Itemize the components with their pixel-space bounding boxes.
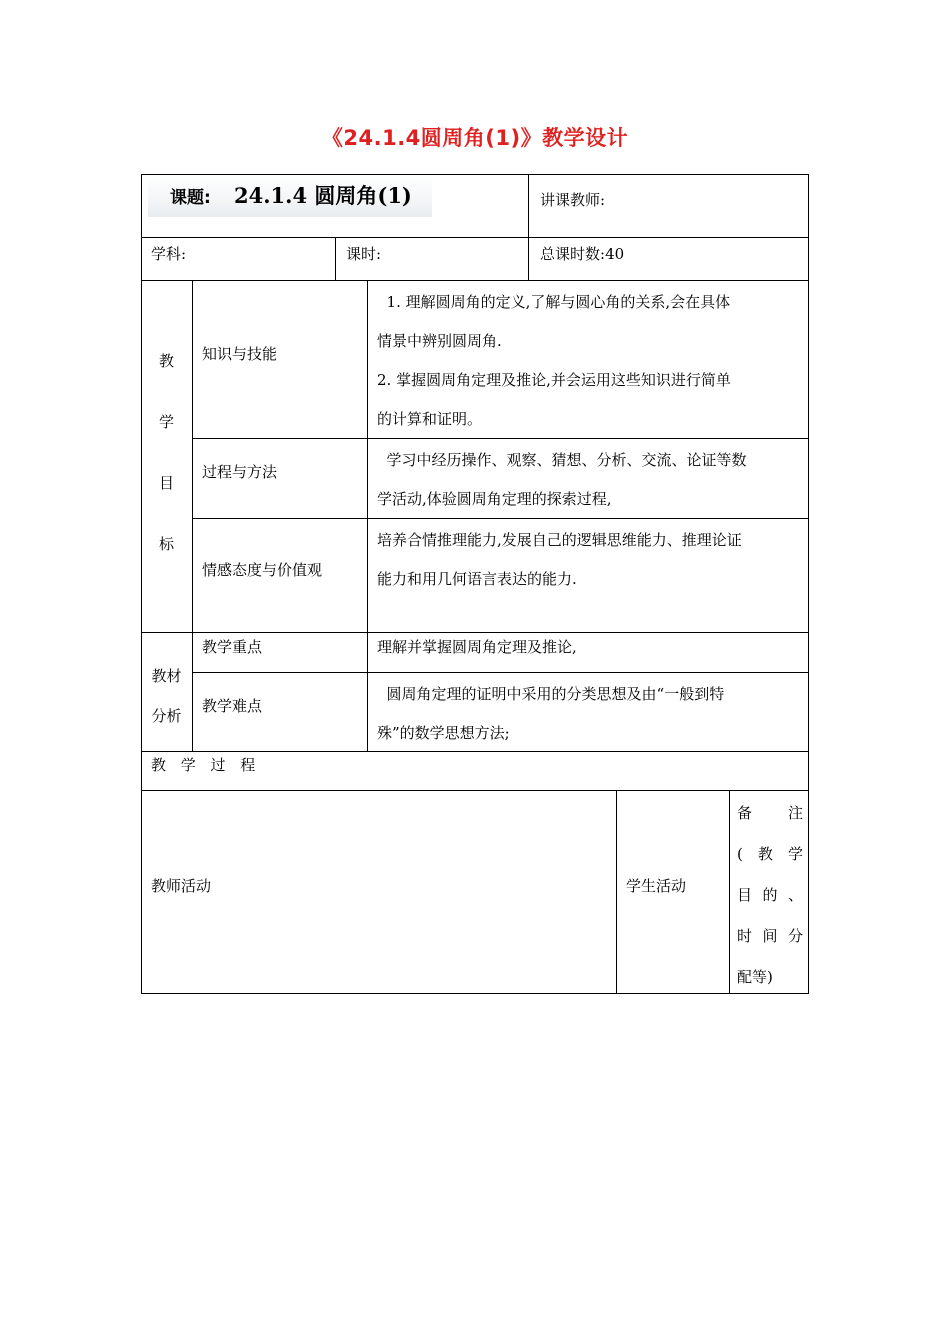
knowledge-line: 情景中辨别圆周角. [377, 332, 502, 350]
notes-line: 时间分 [737, 927, 803, 945]
subject-label: 学科: [151, 245, 187, 263]
knowledge-line: 的计算和证明。 [377, 410, 483, 428]
process-line: 学习中经历操作、观察、猜想、分析、交流、论证等数 [377, 451, 747, 469]
objectives-label-char: 教 [158, 352, 174, 370]
topic-label: 课题: [170, 188, 211, 208]
topic-banner [148, 175, 432, 217]
analysis-section-label [141, 656, 192, 736]
objectives-section-label [141, 350, 192, 594]
process-title: 教 学 过 程 [151, 756, 256, 774]
teacher-activity-label: 教师活动 [151, 877, 212, 895]
notes-line: 配等) [737, 968, 773, 986]
objectives-label-char: 目 [158, 474, 174, 492]
document-title: 《24.1.4圆周角(1)》教学设计 [321, 126, 629, 150]
analysis-label-line: 分析 [151, 707, 182, 725]
difficulty-line: 圆周角定理的证明中采用的分类思想及由“一般到特 [377, 685, 725, 703]
notes-line: 目的、 [737, 886, 803, 904]
knowledge-skills-content [377, 283, 805, 439]
attitude-values-label: 情感态度与价值观 [202, 561, 323, 579]
notes-content [737, 793, 803, 998]
difficulty-label: 教学难点 [202, 697, 263, 715]
key-points-label: 教学重点 [202, 638, 263, 656]
knowledge-line: 2. 掌握圆周角定理及推论,并会运用这些知识进行简单 [377, 371, 731, 389]
total-hours [540, 244, 624, 264]
difficulty-line: 殊”的数学思想方法; [377, 724, 510, 742]
total-hours-label: 总课时数: [540, 245, 606, 263]
total-hours-value: 40 [605, 245, 625, 263]
topic-value: 24.1.4 圆周角(1) [234, 183, 412, 208]
attitude-line: 培养合情推理能力,发展自己的逻辑思维能力、推理论证 [377, 531, 742, 549]
objectives-label-char: 标 [158, 535, 174, 553]
knowledge-line: 1. 理解圆周角的定义,了解与圆心角的关系,会在具体 [377, 293, 731, 311]
student-activity-label: 学生活动 [626, 877, 687, 895]
attitude-line: 能力和用几何语言表达的能力. [377, 570, 577, 588]
key-points-content: 理解并掌握圆周角定理及推论, [377, 638, 577, 656]
notes-line: 备 注 [737, 804, 803, 822]
knowledge-skills-label: 知识与技能 [202, 345, 278, 363]
notes-line: (教学 [737, 845, 803, 863]
teacher-label: 讲课教师: [540, 191, 606, 209]
difficulty-content [377, 675, 805, 753]
process-method-label: 过程与方法 [202, 463, 278, 481]
process-line: 学活动,体验圆周角定理的探索过程, [377, 490, 612, 508]
process-method-content [377, 441, 805, 519]
analysis-label-line: 教材 [151, 667, 182, 685]
attitude-values-content [377, 521, 805, 599]
period-label: 课时: [346, 245, 382, 263]
objectives-label-char: 学 [158, 413, 174, 431]
